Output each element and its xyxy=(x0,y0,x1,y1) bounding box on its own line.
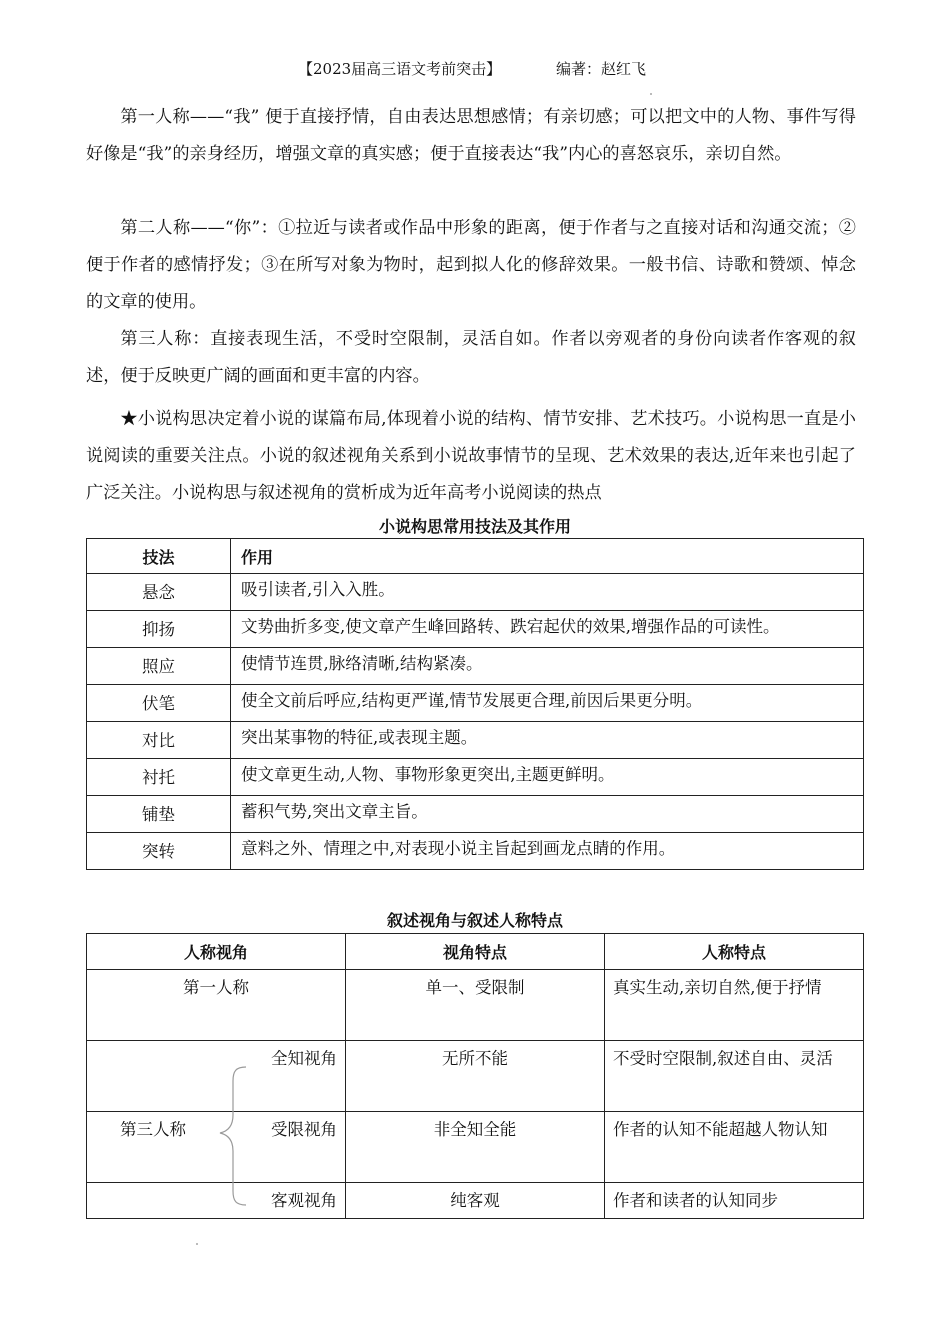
header-title: 【2023届高三语文考前突击】 xyxy=(298,60,502,78)
technique-name: 悬念 xyxy=(87,574,231,611)
view-feature: 单一、受限制 xyxy=(346,970,605,1041)
technique-name: 铺垫 xyxy=(87,796,231,833)
technique-name: 衬托 xyxy=(87,759,231,796)
person-feature: 作者和读者的认知同步 xyxy=(605,1183,864,1219)
paragraph-third-person: 第三人称：直接表现生活，不受时空限制，灵活自如。作者以旁观者的身份向读者作客观的叙述，便于反映更广阔的画面和更丰富的内容。 xyxy=(86,329,856,386)
table-row xyxy=(87,611,864,648)
technique-effect: 使全文前后呼应,结构更严谨,情节发展更合理,前因后果更分明。 xyxy=(231,685,864,722)
paragraph-novel-structure: ★小说构思决定着小说的谋篇布局,体现着小说的结构、情节安排、艺术技巧。小说构思一直是小说阅读的重要关注点。小说的叙述视角关系到小说故事情节的呈现、艺术效果的表达,近年来也引起了广泛关注。小说构思与叙述视角的赏析成为近年高考小说阅读的热点 xyxy=(86,409,856,503)
table-row xyxy=(87,970,864,1041)
technique-table xyxy=(86,538,864,870)
view-sub-label: 客观视角 xyxy=(271,1191,337,1210)
table-row xyxy=(87,833,864,870)
view-sub-cell xyxy=(87,1183,346,1219)
view-feature: 非全知全能 xyxy=(346,1112,605,1183)
table-row xyxy=(87,722,864,759)
technique-effect: 意料之外、情理之中,对表现小说主旨起到画龙点睛的作用。 xyxy=(231,833,864,870)
scan-speck xyxy=(196,1243,198,1245)
view-sub-cell xyxy=(87,1041,346,1112)
table-row xyxy=(87,759,864,796)
technique-effect: 文势曲折多变,使文章产生峰回路转、跌宕起伏的效果,增强作品的可读性。 xyxy=(231,611,864,648)
table-header-row xyxy=(87,539,864,574)
table-row xyxy=(87,685,864,722)
technique-effect: 突出某事物的特征,或表现主题。 xyxy=(231,722,864,759)
column-header-view-feature: 视角特点 xyxy=(346,934,605,970)
table-row xyxy=(87,574,864,611)
paragraph-second-person: 第二人称——“你”：①拉近与读者或作品中形象的距离，便于作者与之直接对话和沟通交流；②便于作者的感情抒发；③在所写对象为物时，起到拟人化的修辞效果。一般书信、诗歌和赞颂、悼念的文章的使用。 xyxy=(86,218,856,312)
technique-name: 突转 xyxy=(87,833,231,870)
column-header-technique: 技法 xyxy=(87,539,231,574)
view-sub-label: 全知视角 xyxy=(271,1049,337,1068)
view-sub-label: 受限视角 xyxy=(271,1120,337,1139)
view-sub-cell xyxy=(87,1112,346,1183)
view-table-caption: 叙述视角与叙述人称特点 xyxy=(386,911,563,930)
column-header-person-view: 人称视角 xyxy=(87,934,346,970)
page-header xyxy=(0,58,950,82)
technique-table-caption: 小说构思常用技法及其作用 xyxy=(378,517,571,536)
technique-effect: 使文章更生动,人物、事物形象更突出,主题更鲜明。 xyxy=(231,759,864,796)
table-row xyxy=(87,648,864,685)
person-feature: 真实生动,亲切自然,便于抒情 xyxy=(605,970,864,1041)
table-row xyxy=(87,1183,864,1219)
technique-effect: 吸引读者,引入入胜。 xyxy=(231,574,864,611)
table-row xyxy=(87,1112,864,1183)
technique-name: 抑扬 xyxy=(87,611,231,648)
paragraph-first-person: 第一人称——“我” 便于直接抒情，自由表达思想感情；有亲切感；可以把文中的人物、事件写得好像是“我”的亲身经历，增强文章的真实感；便于直接表达“我”内心的喜怒哀乐，亲切自然。 xyxy=(86,107,856,164)
technique-name: 照应 xyxy=(87,648,231,685)
technique-name: 对比 xyxy=(87,722,231,759)
technique-effect: 使情节连贯,脉络清晰,结构紧凑。 xyxy=(231,648,864,685)
person-label: 第一人称 xyxy=(87,970,346,1041)
view-feature: 无所不能 xyxy=(346,1041,605,1112)
column-header-effect: 作用 xyxy=(231,539,864,574)
third-person-label: 第三人称 xyxy=(120,1120,186,1139)
person-feature: 不受时空限制,叙述自由、灵活 xyxy=(605,1041,864,1112)
person-feature: 作者的认知不能超越人物认知 xyxy=(605,1112,864,1183)
table-row xyxy=(87,1041,864,1112)
table-row xyxy=(87,796,864,833)
view-feature: 纯客观 xyxy=(346,1183,605,1219)
table-header-row xyxy=(87,934,864,970)
scan-speck xyxy=(650,93,652,95)
header-author: 编著：赵红飞 xyxy=(556,60,647,78)
narrative-view-table xyxy=(86,933,864,1219)
column-header-person-feature: 人称特点 xyxy=(605,934,864,970)
technique-effect: 蓄积气势,突出文章主旨。 xyxy=(231,796,864,833)
technique-name: 伏笔 xyxy=(87,685,231,722)
